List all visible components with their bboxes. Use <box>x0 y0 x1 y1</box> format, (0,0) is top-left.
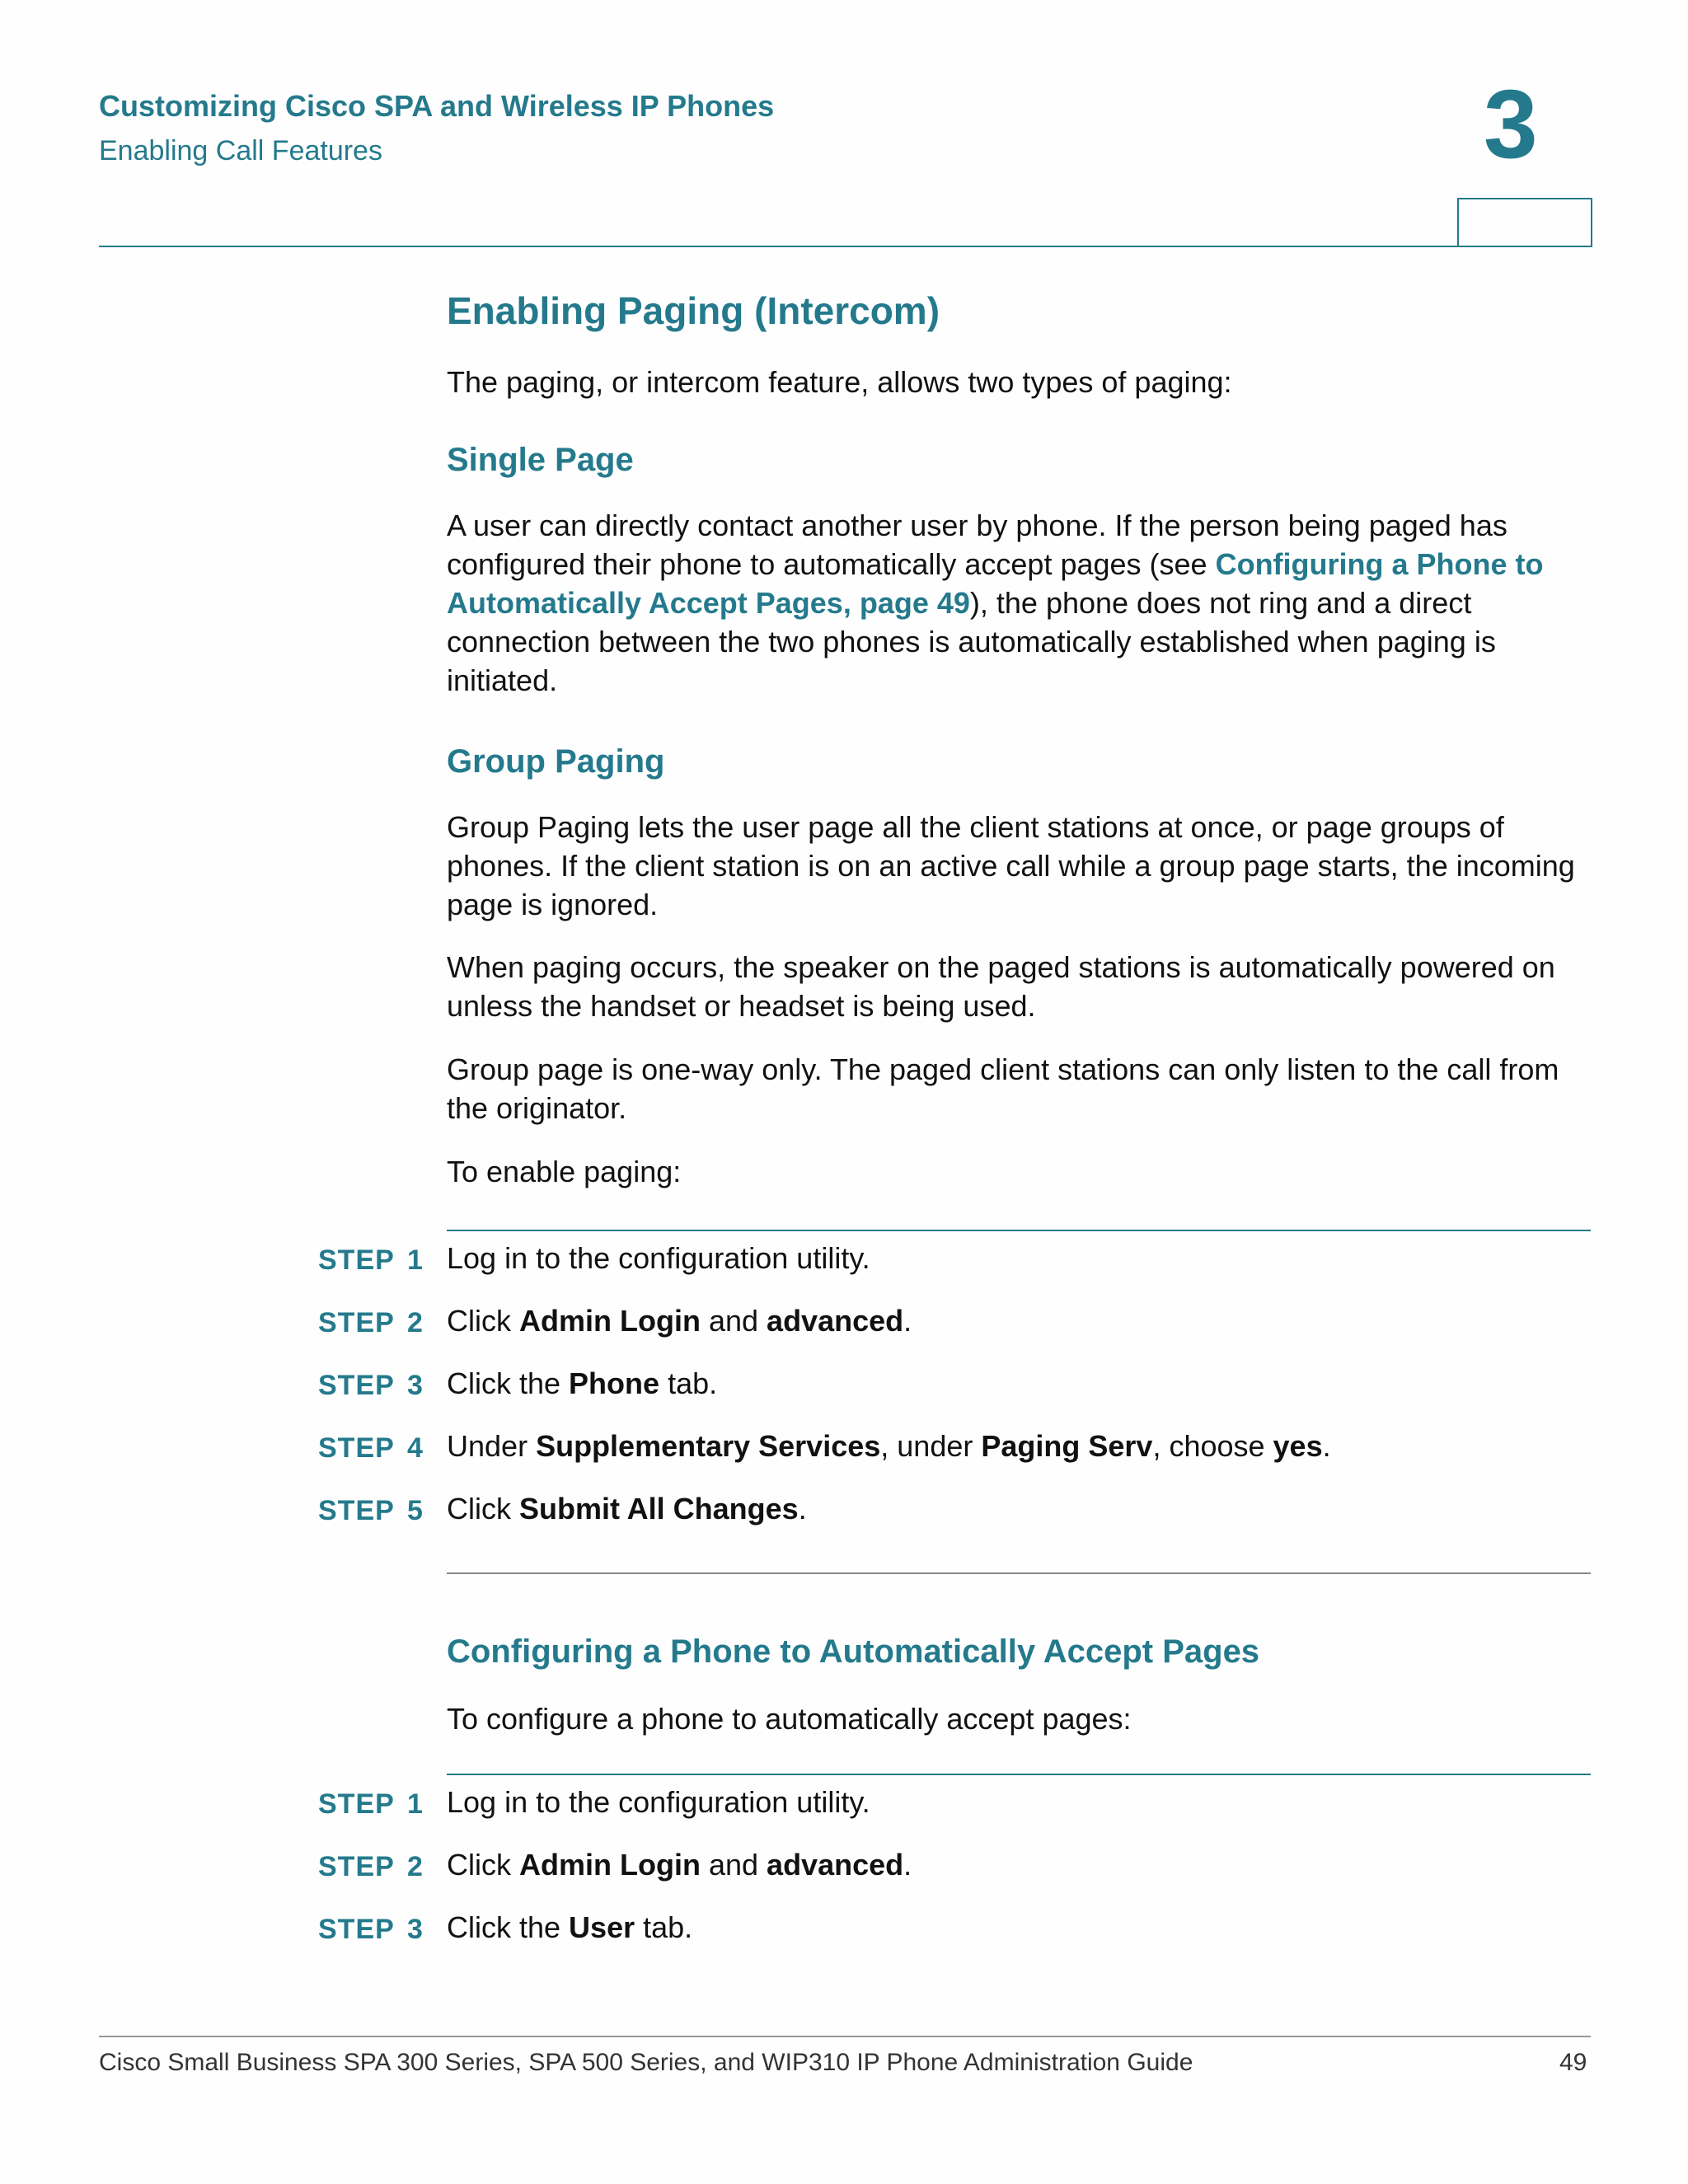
ui-term: Admin Login <box>519 1848 701 1882</box>
single-page-text-2: ), the phone does not ring and a direct connection between the two phones is automatically established when paging is initiated. <box>447 586 1496 697</box>
step-text-part: Under <box>447 1429 537 1463</box>
footer-guide-title: Cisco Small Business SPA 300 Series, SPA 500 Series, and WIP310 IP Phone Administration Guide <box>99 2049 1193 2076</box>
step-text-part: and <box>700 1304 767 1338</box>
chapter-box <box>1457 198 1592 247</box>
group-paging-paragraph-2: When paging occurs, the speaker on the paged stations is automatically powered on unless the handset or headset is being used. <box>447 950 1555 1023</box>
step-text-part: and <box>700 1848 767 1882</box>
step-text <box>447 1848 912 1882</box>
single-page-text-1: A user can directly contact another user by phone. If the person being paged has configured their phone to automatically accept pages (see <box>447 509 1507 581</box>
ui-term: Supplementary Services <box>536 1429 881 1463</box>
step-text-part: . <box>903 1848 912 1882</box>
ui-term: Admin Login <box>519 1304 701 1338</box>
step-text-part: tab. <box>659 1366 718 1400</box>
chapter-title: Customizing Cisco SPA and Wireless IP Phones <box>99 89 775 123</box>
steps-top-rule <box>447 1774 1591 1775</box>
single-page-paragraph <box>447 506 1592 700</box>
single-page-heading: Single Page <box>447 442 634 478</box>
ui-term: Phone <box>569 1366 660 1400</box>
step-text <box>447 1241 870 1276</box>
step-text <box>447 1785 870 1820</box>
cross-reference-link[interactable]: Configuring a Phone to Automatically Accept Pages, page 49 <box>447 547 1544 620</box>
step-number: 2 <box>407 1851 423 1882</box>
step-text-part: . <box>1322 1429 1331 1463</box>
steps-bottom-rule <box>447 1572 1591 1574</box>
header-rule <box>99 246 1591 247</box>
step-label: STEP <box>318 1914 395 1945</box>
step-text-part: Log in to the configuration utility. <box>447 1785 870 1819</box>
steps-top-rule <box>447 1230 1591 1231</box>
step-text-part: . <box>798 1492 807 1526</box>
group-paging-paragraph-1: Group Paging lets the user page all the client stations at once, or page groups of phones. If the client station is on an active call while a group page starts, the incoming page is ignored. <box>447 810 1575 921</box>
step-text-part: Click the <box>447 1366 570 1400</box>
footer-rule <box>99 2036 1591 2037</box>
step-text-part: . <box>903 1304 912 1338</box>
group-paging-paragraph-3: Group page is one-way only. The paged client stations can only listen to the call from the originator. <box>447 1052 1559 1125</box>
step-text-part: Click <box>447 1848 519 1882</box>
group-paging-paragraph-4: To enable paging: <box>447 1155 682 1188</box>
step-label: STEP <box>318 1432 395 1464</box>
step-text-part: Click <box>447 1304 519 1338</box>
step-text <box>447 1429 1331 1464</box>
step-number: 5 <box>407 1495 423 1526</box>
step-text-part: tab. <box>635 1910 693 1944</box>
step-number: 2 <box>407 1307 423 1338</box>
step-label: STEP <box>318 1495 395 1526</box>
group-paging-heading: Group Paging <box>447 743 665 780</box>
step-text <box>447 1304 912 1338</box>
ui-term: advanced <box>767 1848 904 1882</box>
auto-accept-heading: Configuring a Phone to Automatically Accept Pages <box>447 1633 1260 1670</box>
ui-term: yes <box>1273 1429 1323 1463</box>
page-number: 49 <box>1559 2049 1587 2076</box>
page-heading: Enabling Paging (Intercom) <box>447 289 940 332</box>
step-text <box>447 1910 692 1945</box>
ui-term: Submit All Changes <box>519 1492 799 1526</box>
step-label: STEP <box>318 1788 395 1820</box>
step-text-part: Log in to the configuration utility. <box>447 1241 870 1275</box>
auto-accept-intro: To configure a phone to automatically accept pages: <box>447 1702 1132 1736</box>
step-text-part: Click <box>447 1492 519 1526</box>
ui-term: Paging Serv <box>981 1429 1153 1463</box>
step-text-part: , under <box>880 1429 982 1463</box>
step-text-part: , choose <box>1152 1429 1273 1463</box>
step-number: 1 <box>407 1244 423 1276</box>
step-number: 3 <box>407 1370 423 1401</box>
step-label: STEP <box>318 1307 395 1338</box>
step-text <box>447 1492 807 1526</box>
step-number: 3 <box>407 1914 423 1945</box>
chapter-number: 3 <box>1484 70 1538 179</box>
ui-term: User <box>569 1910 635 1944</box>
step-number: 1 <box>407 1788 423 1820</box>
step-label: STEP <box>318 1851 395 1882</box>
ui-term: advanced <box>767 1304 904 1338</box>
step-text <box>447 1366 717 1401</box>
step-text-part: Click the <box>447 1910 570 1944</box>
step-label: STEP <box>318 1244 395 1276</box>
intro-paragraph: The paging, or intercom feature, allows two types of paging: <box>447 365 1232 399</box>
section-title: Enabling Call Features <box>99 135 382 166</box>
step-label: STEP <box>318 1370 395 1401</box>
step-number: 4 <box>407 1432 423 1464</box>
